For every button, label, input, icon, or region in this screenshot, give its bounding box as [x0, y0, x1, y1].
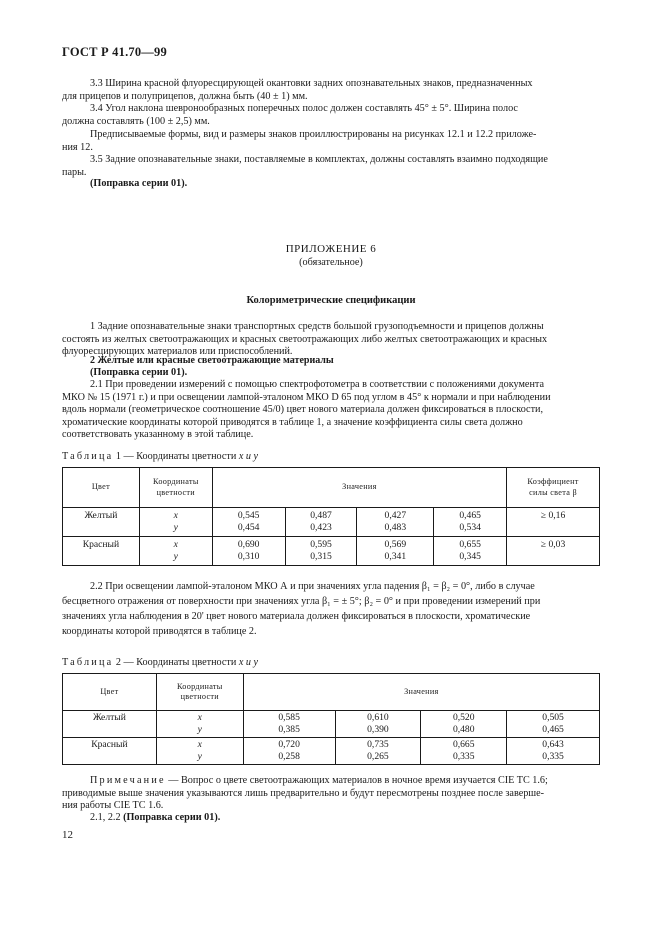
appendix-subtitle: (обязательное) [299, 257, 363, 268]
header-line: цветности [180, 692, 219, 701]
value-y: 0,454 [237, 522, 260, 533]
value-y: 0,390 [367, 724, 389, 735]
line: 3.4 Угол наклона шевронообразных поперечных полос должен составлять 45° ± 5°. Ширина полос [90, 103, 518, 114]
paragraph-3-3 [62, 78, 600, 103]
cell-value [212, 537, 285, 566]
axis-y: y [197, 751, 202, 762]
line: состоять из желтых светоотражающих и красных светоотражающих либо желтых светоотражающих и красных [62, 333, 548, 345]
cell-value [357, 537, 434, 566]
value-x: 0,520 [452, 712, 475, 723]
value-y: 0,335 [452, 751, 475, 762]
cell-axis [139, 508, 212, 537]
table-1-caption [62, 451, 258, 462]
header-line: цветности [156, 487, 195, 497]
cell-value [212, 508, 285, 537]
value-y: 0,345 [459, 551, 481, 562]
page-number: 12 [62, 829, 73, 841]
caption-text: 2 — Координаты цветности [113, 657, 239, 668]
note-word: Примечание [90, 775, 166, 786]
line: 3.5 Задние опознавательные знаки, поставляемые в комплектах, должны составлять взаимно подходящие [90, 154, 548, 165]
final-amendment [90, 812, 220, 823]
cell-value [357, 508, 434, 537]
value-y: 0,483 [384, 522, 407, 533]
header-line: силы света β [529, 487, 577, 497]
caption-word: Таблица [62, 451, 114, 462]
value-y: 0,335 [542, 751, 564, 762]
table-row [63, 508, 600, 537]
value-x: 0,643 [542, 739, 564, 750]
line: ния 12. [62, 141, 93, 153]
amendment-note-2: (Поправка серии 01). [90, 367, 188, 378]
cell-axis [156, 738, 243, 765]
cell-value [434, 537, 507, 566]
table-row [63, 537, 600, 566]
value-y: 0,385 [278, 724, 300, 735]
document-header: ГОСТ Р 41.70—99 [62, 45, 167, 59]
value-y: 0,465 [542, 724, 564, 735]
table-2-caption [62, 657, 258, 668]
value-x: 0,505 [542, 712, 564, 723]
header-line: Координаты [176, 681, 223, 691]
caption-word: Таблица [62, 657, 114, 668]
note [62, 775, 600, 813]
value-x: 0,569 [384, 539, 407, 550]
value-x: 0,655 [459, 539, 481, 550]
line: хроматические координаты которой приводятся в таблице 1, а значение коэффициента силы света должно [62, 416, 523, 428]
axis-x: x [197, 712, 202, 723]
line: ния работы CIE TC 1.6. [62, 800, 164, 812]
axis-x: x [197, 739, 202, 750]
note-text: — Вопрос о цвете светоотражающих материалов в ночное время изучается CIE TC 1.6; [165, 775, 548, 786]
cell-axis [156, 711, 243, 738]
value-x: 0,610 [367, 712, 389, 723]
cell-value [434, 508, 507, 537]
cell-value [285, 508, 357, 537]
value-x: 0,465 [459, 510, 481, 521]
line: координаты которой приводятся в таблице 2. [62, 626, 257, 637]
caption-vars: x и y [238, 451, 259, 462]
value-x: 0,665 [452, 739, 475, 750]
appendix-title: ПРИЛОЖЕНИЕ 6 [285, 243, 377, 255]
header-coords [156, 674, 243, 711]
value-x: 0,720 [278, 739, 300, 750]
header-coords [139, 468, 212, 508]
cell-value [285, 537, 357, 566]
value-x: 0,487 [310, 510, 332, 521]
line: приводимые выше значения указываются лишь предварительно и будут пересмотрены позднее после заверше- [62, 787, 545, 799]
header-coef [507, 468, 600, 508]
header-values: Значения [243, 674, 599, 711]
table-2 [62, 673, 600, 765]
value-y: 0,315 [310, 551, 332, 562]
line: МКО № 15 (1971 г.) и при освещении лампой-эталоном МКО D 65 под углом в 45° к нормали и при наблюдении [62, 391, 551, 403]
note-line-1 [90, 775, 600, 788]
value-x: 0,585 [278, 712, 300, 723]
line: должна составлять (100 ± 2,5) мм. [62, 115, 210, 127]
paragraph-figures [62, 129, 600, 154]
line: соответствовать указанному в этой таблице. [62, 429, 254, 441]
line: вдоль нормали (геометрическое соотношение 45/0) цвет нового материала должен фиксироваться в плоскости, [62, 404, 544, 416]
value-y: 0,310 [237, 551, 260, 562]
axis-x: x [173, 539, 178, 550]
paragraph-2-1 [62, 379, 600, 442]
paragraph-2: 2 Желтые или красные светоотражающие материалы [90, 355, 334, 366]
line: бесцветного отражения от поверхности при значениях угла β₁ = ± 5°; β₂ = 0° и при проведении измерений при [62, 596, 541, 607]
value-x: 0,545 [237, 510, 260, 521]
axis-y: y [197, 724, 202, 735]
cell-color: Красный [63, 537, 140, 566]
line: флуоресцирующих материалов или приспособлений. [62, 346, 293, 358]
line: значениях угла наблюдения в 20' цвет нового материала должен фиксироваться в плоскости, хроматические [62, 611, 531, 622]
value-y: 0,265 [367, 751, 389, 762]
cell-value [421, 711, 507, 738]
final-amend: (Поправка серии 01). [123, 812, 221, 823]
cell-value [507, 738, 600, 765]
cell-color: Желтый [63, 711, 157, 738]
axis-y: y [173, 551, 178, 562]
caption-text: 1 — Координаты цветности [113, 451, 239, 462]
value-y: 0,423 [310, 522, 332, 533]
line: 2.1 При проведении измерений с помощью спектрофотометра в соответствии с положениями документа [90, 379, 544, 390]
line: 2.2 При освещении лампой-эталоном МКО А и при значениях угла падения β₁ = β₂ = 0°, либо в случае [90, 581, 535, 592]
value-y: 0,341 [384, 551, 407, 562]
axis-x: x [173, 510, 178, 521]
cell-coef: ≥ 0,03 [507, 537, 600, 566]
value-x: 0,735 [367, 739, 389, 750]
cell-axis [139, 537, 212, 566]
cell-coef: ≥ 0,16 [507, 508, 600, 537]
line: пары. [62, 166, 87, 178]
header-line: Координаты [152, 477, 199, 486]
value-y: 0,258 [278, 751, 300, 762]
value-y: 0,534 [459, 522, 481, 533]
header-color: Цвет [63, 468, 140, 508]
line: 1 Задние опознавательные знаки транспортных средств большой грузоподъемности и прицепов должны [90, 321, 544, 332]
value-x: 0,690 [237, 539, 260, 550]
axis-y: y [173, 522, 178, 533]
cell-value [335, 711, 421, 738]
value-x: 0,427 [384, 510, 407, 521]
paragraph-3-5 [62, 154, 600, 179]
cell-color: Красный [63, 738, 157, 765]
table-row [63, 738, 600, 765]
amendment-note-1: (Поправка серии 01). [90, 178, 188, 189]
value-y: 0,480 [452, 724, 475, 735]
section-title: Колориметрические спецификации [246, 295, 416, 306]
line: 3.3 Ширина красной флуоресцирующей окантовки задних опознавательных знаков, предназначенных [90, 78, 533, 89]
cell-value [243, 738, 335, 765]
paragraph-2-2 [62, 579, 600, 639]
line: Предписываемые формы, вид и размеры знаков проиллюстрированы на рисунках 12.1 и 12.2 приложе- [90, 129, 537, 140]
table-row [63, 711, 600, 738]
cell-value [335, 738, 421, 765]
paragraph-3-4 [62, 103, 600, 128]
paragraph-1 [62, 321, 600, 359]
cell-value [507, 711, 600, 738]
header-color: Цвет [63, 674, 157, 711]
cell-color: Желтый [63, 508, 140, 537]
value-x: 0,595 [310, 539, 332, 550]
cell-value [243, 711, 335, 738]
final-ref: 2.1, 2.2 [90, 812, 124, 823]
header-values: Значения [212, 468, 506, 508]
cell-value [421, 738, 507, 765]
line: для прицепов и полуприцепов, должна быть (40 ± 1) мм. [62, 90, 308, 102]
caption-vars: x и y [238, 657, 259, 668]
table-1 [62, 467, 600, 566]
header-line: Коэффициент [527, 477, 579, 486]
